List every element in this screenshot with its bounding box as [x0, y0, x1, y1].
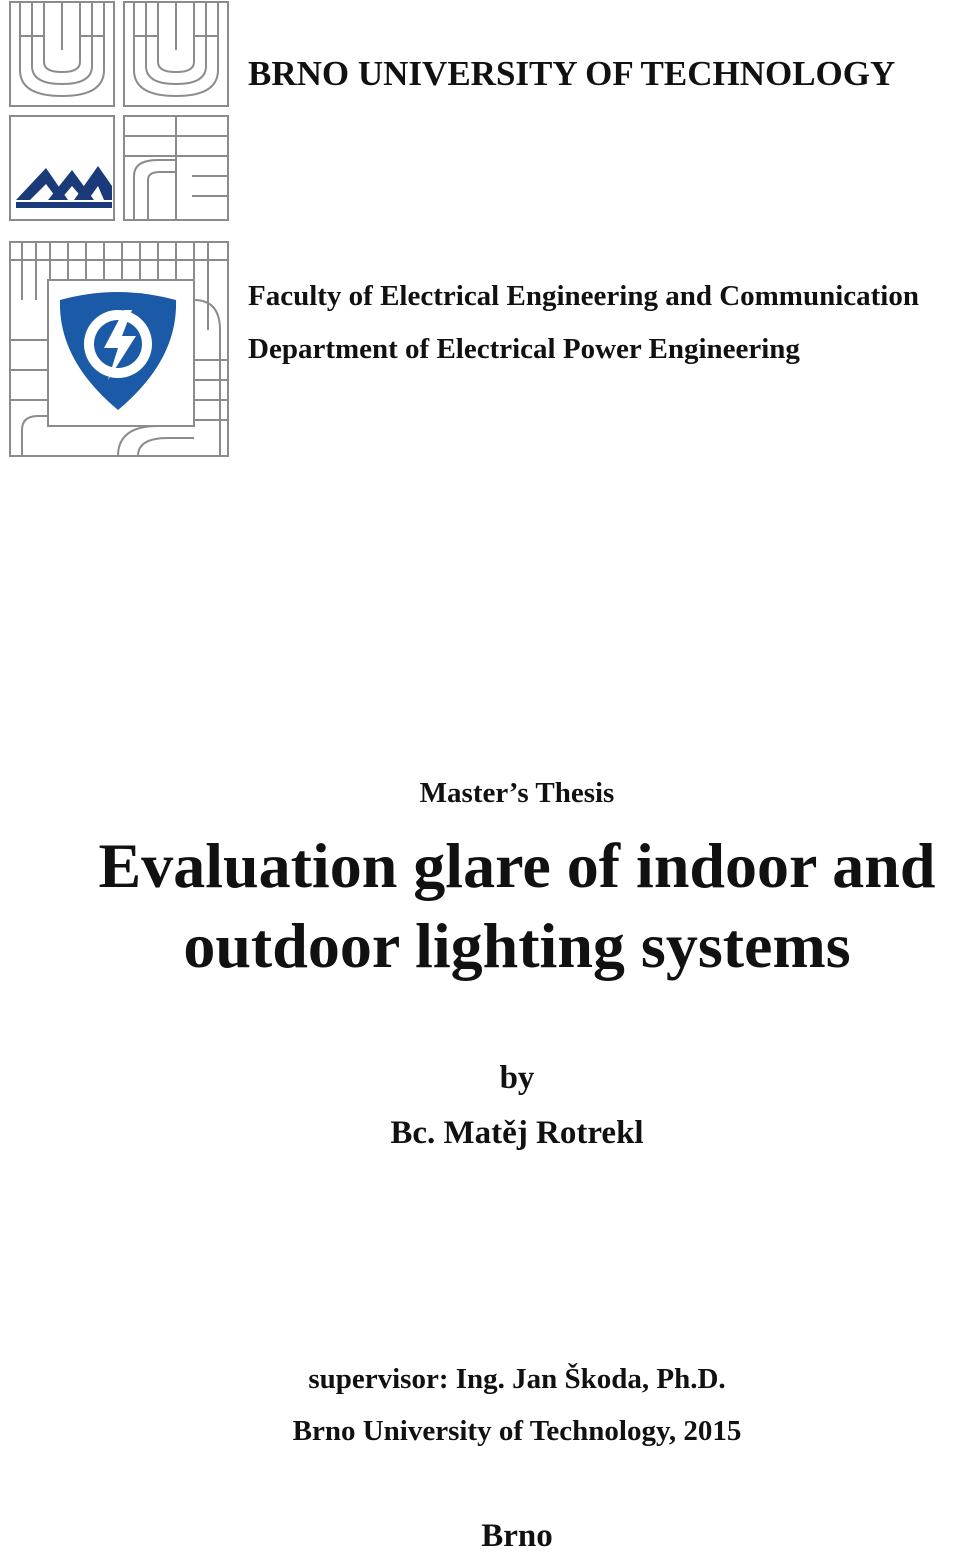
supervisor-line: supervisor: Ing. Jan Škoda, Ph.D.	[308, 1363, 726, 1395]
thesis-title-line-2: outdoor lighting systems	[183, 910, 851, 981]
department-name: Department of Electrical Power Engineering	[248, 333, 800, 365]
university-name: BRNO UNIVERSITY OF TECHNOLOGY	[248, 54, 896, 93]
affiliation-line: Brno University of Technology, 2015	[292, 1415, 742, 1447]
city-name: Brno	[481, 1518, 553, 1554]
faculty-name: Faculty of Electrical Engineering and Communication	[248, 280, 919, 312]
author-name: Bc. Matěj Rotrekl	[390, 1115, 644, 1151]
thesis-title	[0, 826, 960, 986]
faculty-logo	[8, 240, 230, 458]
university-logo	[8, 0, 230, 222]
thesis-title-line-1: Evaluation glare of indoor and	[98, 830, 936, 901]
thesis-type: Master’s Thesis	[419, 777, 615, 809]
by-label: by	[499, 1060, 535, 1096]
